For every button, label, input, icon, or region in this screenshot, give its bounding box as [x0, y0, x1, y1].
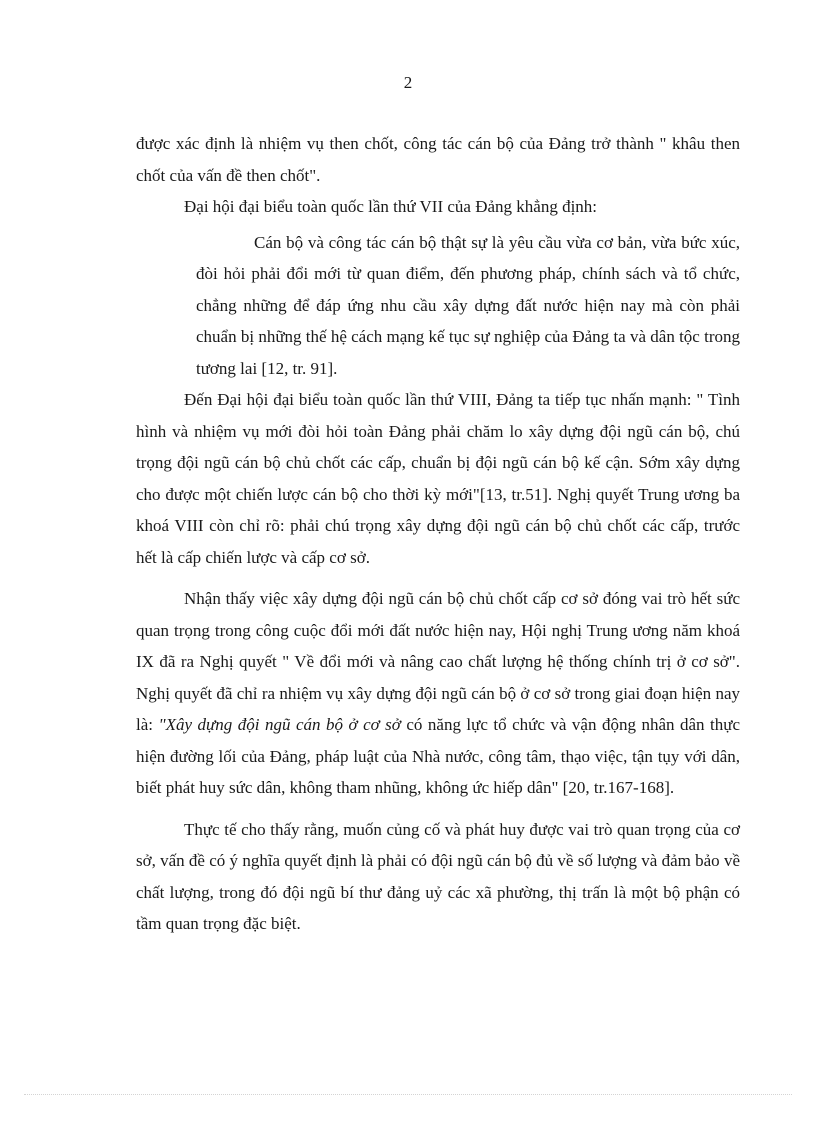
document-body — [136, 128, 740, 940]
paragraph-resolution-ix-part2: có năng lực tổ chức và vận động nhân dân thực hiện đường lối của Đảng, pháp luật của Nhà nước, công tâm, thạo việc, tận tụy với dân, biết phát huy sức dân, không tham nhũng, không ức hiếp dân" [20, tr.167-168]. — [136, 715, 740, 797]
block-quote: Cán bộ và công tác cán bộ thật sự là yêu cầu vừa cơ bản, vừa bức xúc, đòi hỏi phải đổi mới từ quan điểm, đến phương pháp, chính sách và tổ chức, chẳng những để đáp ứng nhu cầu xây dựng đất nước hiện nay mà còn phải chuẩn bị những thế hệ cách mạng kế tục sự nghiệp của Đảng ta và dân tộc trong tương lai [12, tr. 91]. — [196, 232, 740, 378]
page-bottom-divider — [24, 1094, 792, 1095]
paragraph-reality: Thực tế cho thấy rằng, muốn củng cố và phát huy được vai trò quan trọng của cơ sở, vấn đề có ý nghĩa quyết định là phải có đội ngũ cán bộ đủ về số lượng và đảm bảo về chất lượng, trong đó đội ngũ bí thư đảng uỷ các xã phường, thị trấn là một bộ phận có tầm quan trọng đặc biệt. — [136, 819, 740, 933]
paragraph-congress-viii: Đến Đại hội đại biểu toàn quốc lần thứ VIII, Đảng ta tiếp tục nhấn mạnh: " Tình hình và nhiệm vụ mới đòi hỏi toàn Đảng phải chăm lo xây dựng đội ngũ cán bộ, chú trọng đội ngũ cán bộ chủ chốt các cấp, chuẩn bị đội ngũ cán bộ kế cận. Sớm xây dựng cho được một chiến lược cán bộ cho thời kỳ mới"[13, tr.51]. Nghị quyết Trung ương ba khoá VIII còn chỉ rõ: phải chú trọng xây dựng đội ngũ cán bộ chủ chốt các cấp, trước hết là cấp chiến lược và cấp cơ sở. — [136, 390, 740, 567]
page-number: 2 — [403, 73, 413, 92]
paragraph-continuation: được xác định là nhiệm vụ then chốt, công tác cán bộ của Đảng trở thành " khâu then chốt của vấn đề then chốt". — [136, 134, 740, 185]
paragraph-resolution-ix — [136, 583, 740, 804]
italic-quote-start: "Xây dựng đội ngũ cán bộ ở cơ sở — [158, 715, 401, 734]
paragraph-congress-vii: Đại hội đại biểu toàn quốc lần thứ VII của Đảng khẳng định: — [184, 197, 598, 216]
paragraph-resolution-ix-part1: Nhận thấy việc xây dựng đội ngũ cán bộ chủ chốt cấp cơ sở đóng vai trò hết sức quan trọng trong công cuộc đổi mới đất nước hiện nay, Hội nghị Trung ương năm khoá IX đã ra Nghị quyết " Về đổi mới và nâng cao chất lượng hệ thống chính trị ở cơ sở". Nghị quyết đã chỉ ra nhiệm vụ xây dựng đội ngũ cán bộ ở cơ sở trong giai đoạn hiện nay là: — [136, 589, 740, 734]
